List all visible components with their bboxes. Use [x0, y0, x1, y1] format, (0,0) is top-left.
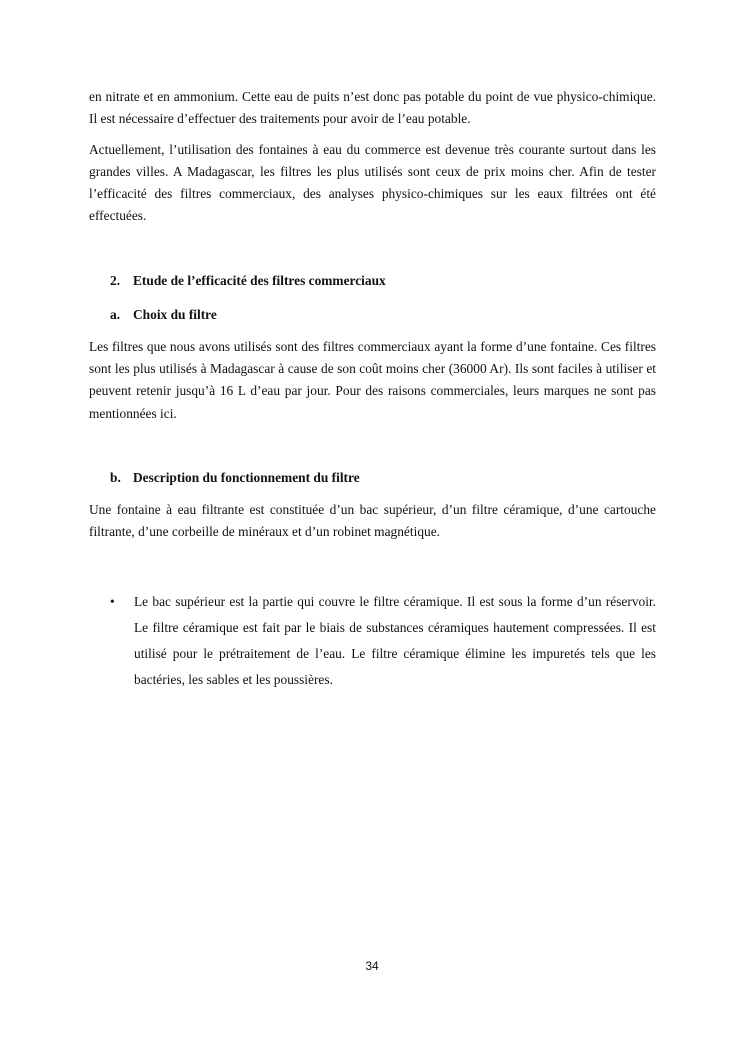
bullet-text: Le bac supérieur est la partie qui couvre le filtre céramique. Il est sous la forme d’un réservoir. Le filtre céramique est fait par le biais de substances céramiques hautement compressées. Il est utilisé pour le prétraitement de l’eau. Le filtre céramique élimine les impuretés tels que les bactéries, les sables et les poussières. — [134, 593, 656, 688]
document-page — [89, 86, 656, 694]
page-number: 34 — [365, 959, 379, 973]
paragraph-intro: en nitrate et en ammonium. Cette eau de puits n’est donc pas potable du point de vue physico-chimique. Il est nécessaire d’effectuer des traitements pour avoir de l’eau potable. — [89, 89, 656, 127]
subsection-heading-a — [89, 304, 656, 326]
subsection-title: Choix du filtre — [133, 306, 217, 322]
paragraph-fontaines: Actuellement, l’utilisation des fontaines à eau du commerce est devenue très courante surtout dans les grandes villes. A Madagascar, les filtres les plus utilisés sont ceux de prix moins cher. Afin de tester l’efficacité des filtres commerciaux, des analyses physico-chimiques sur les eaux filtrées ont été effectuées. — [89, 141, 656, 224]
section-title: Etude de l’efficacité des filtres commerciaux — [133, 272, 386, 288]
subsection-number: b. — [110, 469, 121, 485]
paragraph-description-filtre: Une fontaine à eau filtrante est constituée d’un bac supérieur, d’un filtre céramique, d’une cartouche filtrante, d’une corbeille de minéraux et d’un robinet magnétique. — [89, 501, 656, 540]
bullet-icon: • — [110, 593, 115, 609]
subsection-title: Description du fonctionnement du filtre — [133, 469, 360, 485]
section-number: 2. — [110, 272, 121, 288]
subsection-number: a. — [110, 306, 121, 322]
subsection-heading-b — [89, 467, 656, 489]
list-item — [89, 589, 656, 694]
section-heading-2 — [89, 270, 656, 292]
paragraph-choix-filtre: Les filtres que nous avons utilisés sont des filtres commerciaux ayant la forme d’une fontaine. Ces filtres sont les plus utilisés à Madagascar à cause de son coût moins cher (36000 Ar). Ils sont faciles à utiliser et peuvent retenir jusqu’à 16 L d’eau par jour. Pour des raisons commerciales, leurs marques ne sont pas mentionnées ici. — [89, 338, 656, 421]
